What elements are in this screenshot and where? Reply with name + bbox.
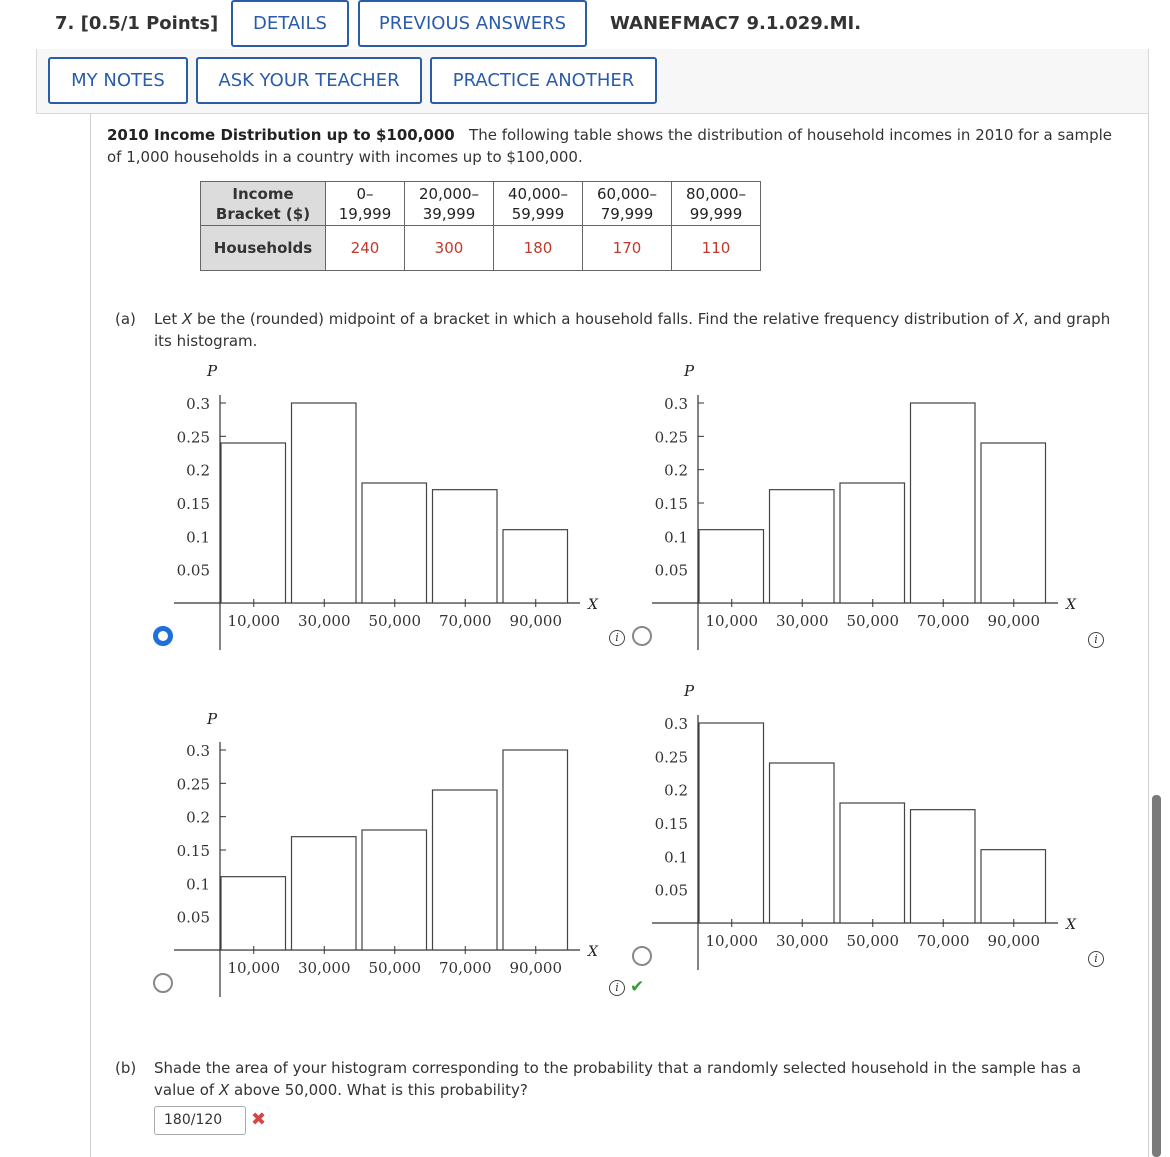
y-axis-label: P — [206, 710, 218, 728]
ask-teacher-button[interactable]: ASK YOUR TEACHER — [196, 57, 422, 104]
cross-icon: ✖ — [251, 1109, 267, 1130]
histogram-bar — [362, 830, 427, 950]
question-label: 7. [0.5/1 Points] — [55, 13, 219, 34]
x-tick-label: 50,000 — [368, 959, 421, 977]
x-tick-label: 90,000 — [987, 612, 1040, 630]
y-tick-label: 0.25 — [654, 748, 688, 767]
histogram-bar — [503, 530, 568, 603]
x-tick-label: 10,000 — [705, 932, 758, 950]
x-tick-label: 90,000 — [509, 612, 562, 630]
y-tick-label: 0.15 — [176, 495, 210, 513]
info-icon[interactable]: i — [609, 630, 625, 646]
y-axis-label: P — [683, 682, 695, 700]
x-tick-label: 70,000 — [439, 959, 492, 977]
problem-text: The following table shows the distribution of household incomes in 2010 for a sample of 1,000 households in a country with incomes up to $100,000. — [107, 126, 1113, 166]
option-1-radio[interactable] — [153, 626, 173, 646]
y-tick-label: 0.1 — [186, 528, 210, 547]
details-button[interactable]: DETAILS — [231, 0, 349, 47]
x-tick-label: 30,000 — [776, 932, 829, 950]
histogram-bar — [362, 483, 427, 603]
practice-another-button[interactable]: PRACTICE ANOTHER — [430, 57, 657, 104]
y-tick-label: 0.15 — [654, 495, 688, 513]
income-bracket-header: Income Bracket ($) — [201, 182, 326, 226]
x-axis-label: X — [1066, 917, 1076, 933]
x-tick-label: 70,000 — [439, 612, 492, 630]
option-4-radio[interactable] — [632, 946, 652, 966]
y-tick-label: 0.05 — [176, 561, 210, 580]
x-tick-label: 50,000 — [846, 932, 899, 950]
histogram-bar — [433, 790, 498, 950]
y-tick-label: 0.25 — [176, 775, 210, 794]
histogram-bar — [840, 483, 905, 603]
y-tick-label: 0.25 — [654, 428, 688, 447]
x-tick-label: 10,000 — [227, 959, 280, 977]
y-tick-label: 0.3 — [664, 715, 688, 733]
y-tick-label: 0.2 — [664, 461, 688, 480]
y-tick-label: 0.3 — [186, 742, 210, 760]
histogram-bar — [981, 443, 1046, 603]
problem-title: 2010 Income Distribution up to $100,000 — [107, 126, 455, 144]
x-axis-label: X — [1066, 597, 1076, 613]
part-a-label: (a) — [115, 310, 136, 328]
option-2-radio[interactable] — [632, 626, 652, 646]
x-tick-label: 90,000 — [509, 959, 562, 977]
x-tick-label: 10,000 — [705, 612, 758, 630]
y-tick-label: 0.2 — [186, 461, 210, 480]
histogram-bar — [840, 803, 905, 923]
histogram-bar — [503, 750, 568, 950]
households-cell: 240 — [326, 226, 405, 271]
part-b-label: (b) — [115, 1059, 137, 1077]
histogram-bar — [221, 877, 286, 950]
x-axis-label: X — [588, 597, 598, 613]
households-cell: 170 — [583, 226, 672, 271]
histogram-bar — [699, 723, 764, 923]
y-tick-label: 0.15 — [176, 842, 210, 860]
info-icon[interactable]: i — [1088, 632, 1104, 648]
bracket-cell: 80,000– 99,999 — [672, 182, 761, 226]
x-tick-label: 50,000 — [368, 612, 421, 630]
y-tick-label: 0.1 — [186, 875, 210, 894]
histogram-bar — [770, 490, 835, 603]
households-cell: 300 — [405, 226, 494, 271]
histogram-bar — [433, 490, 498, 603]
x-axis-label: X — [588, 944, 598, 960]
histogram-bar — [911, 403, 976, 603]
histogram-bar — [770, 763, 835, 923]
x-tick-label: 90,000 — [987, 932, 1040, 950]
x-tick-label: 30,000 — [776, 612, 829, 630]
bracket-cell: 40,000– 59,999 — [494, 182, 583, 226]
y-tick-label: 0.25 — [176, 428, 210, 447]
y-axis-label: P — [206, 362, 218, 380]
bracket-cell: 0– 19,999 — [326, 182, 405, 226]
info-icon[interactable]: i — [609, 980, 625, 996]
households-header: Households — [201, 226, 326, 271]
y-tick-label: 0.2 — [186, 808, 210, 827]
bracket-cell: 60,000– 79,999 — [583, 182, 672, 226]
x-tick-label: 10,000 — [227, 612, 280, 630]
my-notes-button[interactable]: MY NOTES — [48, 57, 188, 104]
histogram-bar — [981, 850, 1046, 923]
y-tick-label: 0.3 — [664, 395, 688, 413]
part-a-text: Let X be the (rounded) midpoint of a bracket in which a household falls. Find the relative frequency distribution of X, and graph its histogram. — [154, 310, 1111, 350]
histogram-bar — [292, 837, 357, 950]
option-3-radio[interactable] — [153, 973, 173, 993]
histogram-bar — [292, 403, 357, 603]
info-icon[interactable]: i — [1088, 951, 1104, 967]
histogram-bar — [911, 810, 976, 923]
y-tick-label: 0.1 — [664, 528, 688, 547]
part-b-text: Shade the area of your histogram corresponding to the probability that a randomly selected household in the sample has a value of X above 50,000. What is this probability? — [154, 1059, 1082, 1099]
x-tick-label: 30,000 — [298, 959, 351, 977]
answer-input[interactable]: 180/120 — [154, 1106, 246, 1135]
y-tick-label: 0.05 — [654, 561, 688, 580]
x-tick-label: 70,000 — [917, 932, 970, 950]
problem-code: WANEFMAC7 9.1.029.MI. — [610, 13, 862, 34]
x-tick-label: 30,000 — [298, 612, 351, 630]
y-tick-label: 0.05 — [176, 908, 210, 927]
check-icon: ✔ — [630, 977, 645, 997]
histogram-bar — [699, 530, 764, 603]
y-tick-label: 0.3 — [186, 395, 210, 413]
y-axis-label: P — [683, 362, 695, 380]
households-cell: 110 — [672, 226, 761, 271]
x-tick-label: 70,000 — [917, 612, 970, 630]
histogram-bar — [221, 443, 286, 603]
y-tick-label: 0.1 — [664, 848, 688, 867]
y-tick-label: 0.2 — [664, 781, 688, 800]
x-tick-label: 50,000 — [846, 612, 899, 630]
y-tick-label: 0.15 — [654, 815, 688, 833]
y-tick-label: 0.05 — [654, 881, 688, 900]
households-cell: 180 — [494, 226, 583, 271]
bracket-cell: 20,000– 39,999 — [405, 182, 494, 226]
previous-answers-button[interactable]: PREVIOUS ANSWERS — [358, 0, 587, 47]
